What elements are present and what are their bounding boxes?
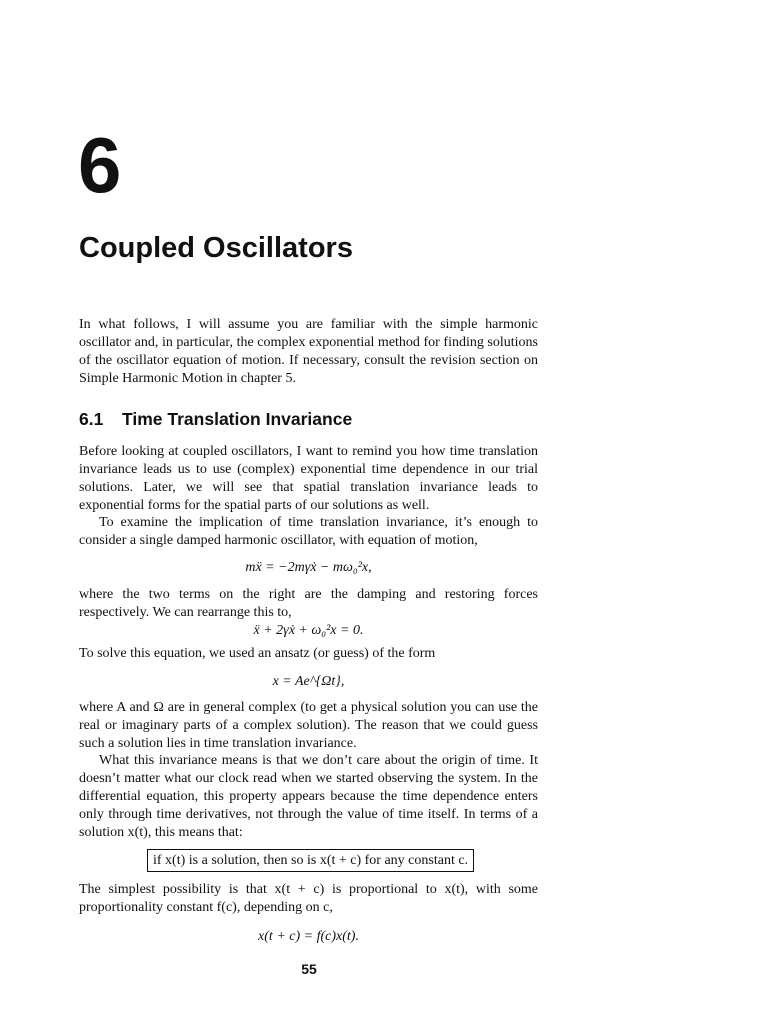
equation-1: mẍ = −2mγẋ − mω₀²x, bbox=[245, 560, 372, 575]
equation-2: ẍ + 2γẋ + ω₀²x = 0. bbox=[253, 623, 364, 638]
paragraph-3: where the two terms on the right are the damping and restoring forces respectively. We can rearrange this to, bbox=[79, 587, 538, 620]
paragraph-1: Before looking at coupled oscillators, I want to remind you how time translation invariance leads us to use (complex) exponential time dependence in our trial solutions. Later, we will see that spatial translation invariance leads to exponential forms for the spatial parts of our solutions as well. bbox=[79, 444, 538, 513]
paragraph-6: What this invariance means is that we don’t care about the origin of time. It doesn’t matter what our clock read when we started observing the system. In the differential equation, this property appears because the time dependence enters only through time derivatives, not through the value of time itself. In terms of a solution x(t), this means that: bbox=[79, 753, 538, 840]
paragraph-7: The simplest possibility is that x(t + c) is proportional to x(t), with some proportionality constant f(c), depending on c, bbox=[79, 882, 538, 915]
equation-4: x(t + c) = f(c)x(t). bbox=[258, 929, 359, 944]
intro-paragraph: In what follows, I will assume you are familiar with the simple harmonic oscillator and, in particular, the complex exponential method for finding solutions of the oscillator equation of motion. If necessary, consult the revision section on Simple Harmonic Motion in chapter 5. bbox=[79, 317, 538, 386]
equation-3: x = Ae^{Ωt}, bbox=[272, 674, 345, 689]
section-heading bbox=[79, 406, 352, 432]
paragraph-4: To solve this equation, we used an ansatz (or guess) of the form bbox=[79, 646, 436, 661]
boxed-statement: if x(t) is a solution, then so is x(t + c) for any constant c. bbox=[147, 849, 474, 872]
section-number: 6.1 bbox=[79, 409, 104, 429]
paragraph-2: To examine the implication of time translation invariance, it’s enough to consider a single damped harmonic oscillator, with equation of motion, bbox=[79, 515, 538, 548]
paragraph-5: where A and Ω are in general complex (to get a physical solution you can use the real or imaginary parts of a complex solution). The reason that we could guess such a solution lies in time translation invariance. bbox=[79, 700, 538, 751]
chapter-number: 6 bbox=[78, 121, 121, 209]
page-number: 55 bbox=[301, 961, 317, 977]
section-title: Time Translation Invariance bbox=[122, 409, 353, 429]
chapter-title: Coupled Oscillators bbox=[79, 232, 353, 264]
